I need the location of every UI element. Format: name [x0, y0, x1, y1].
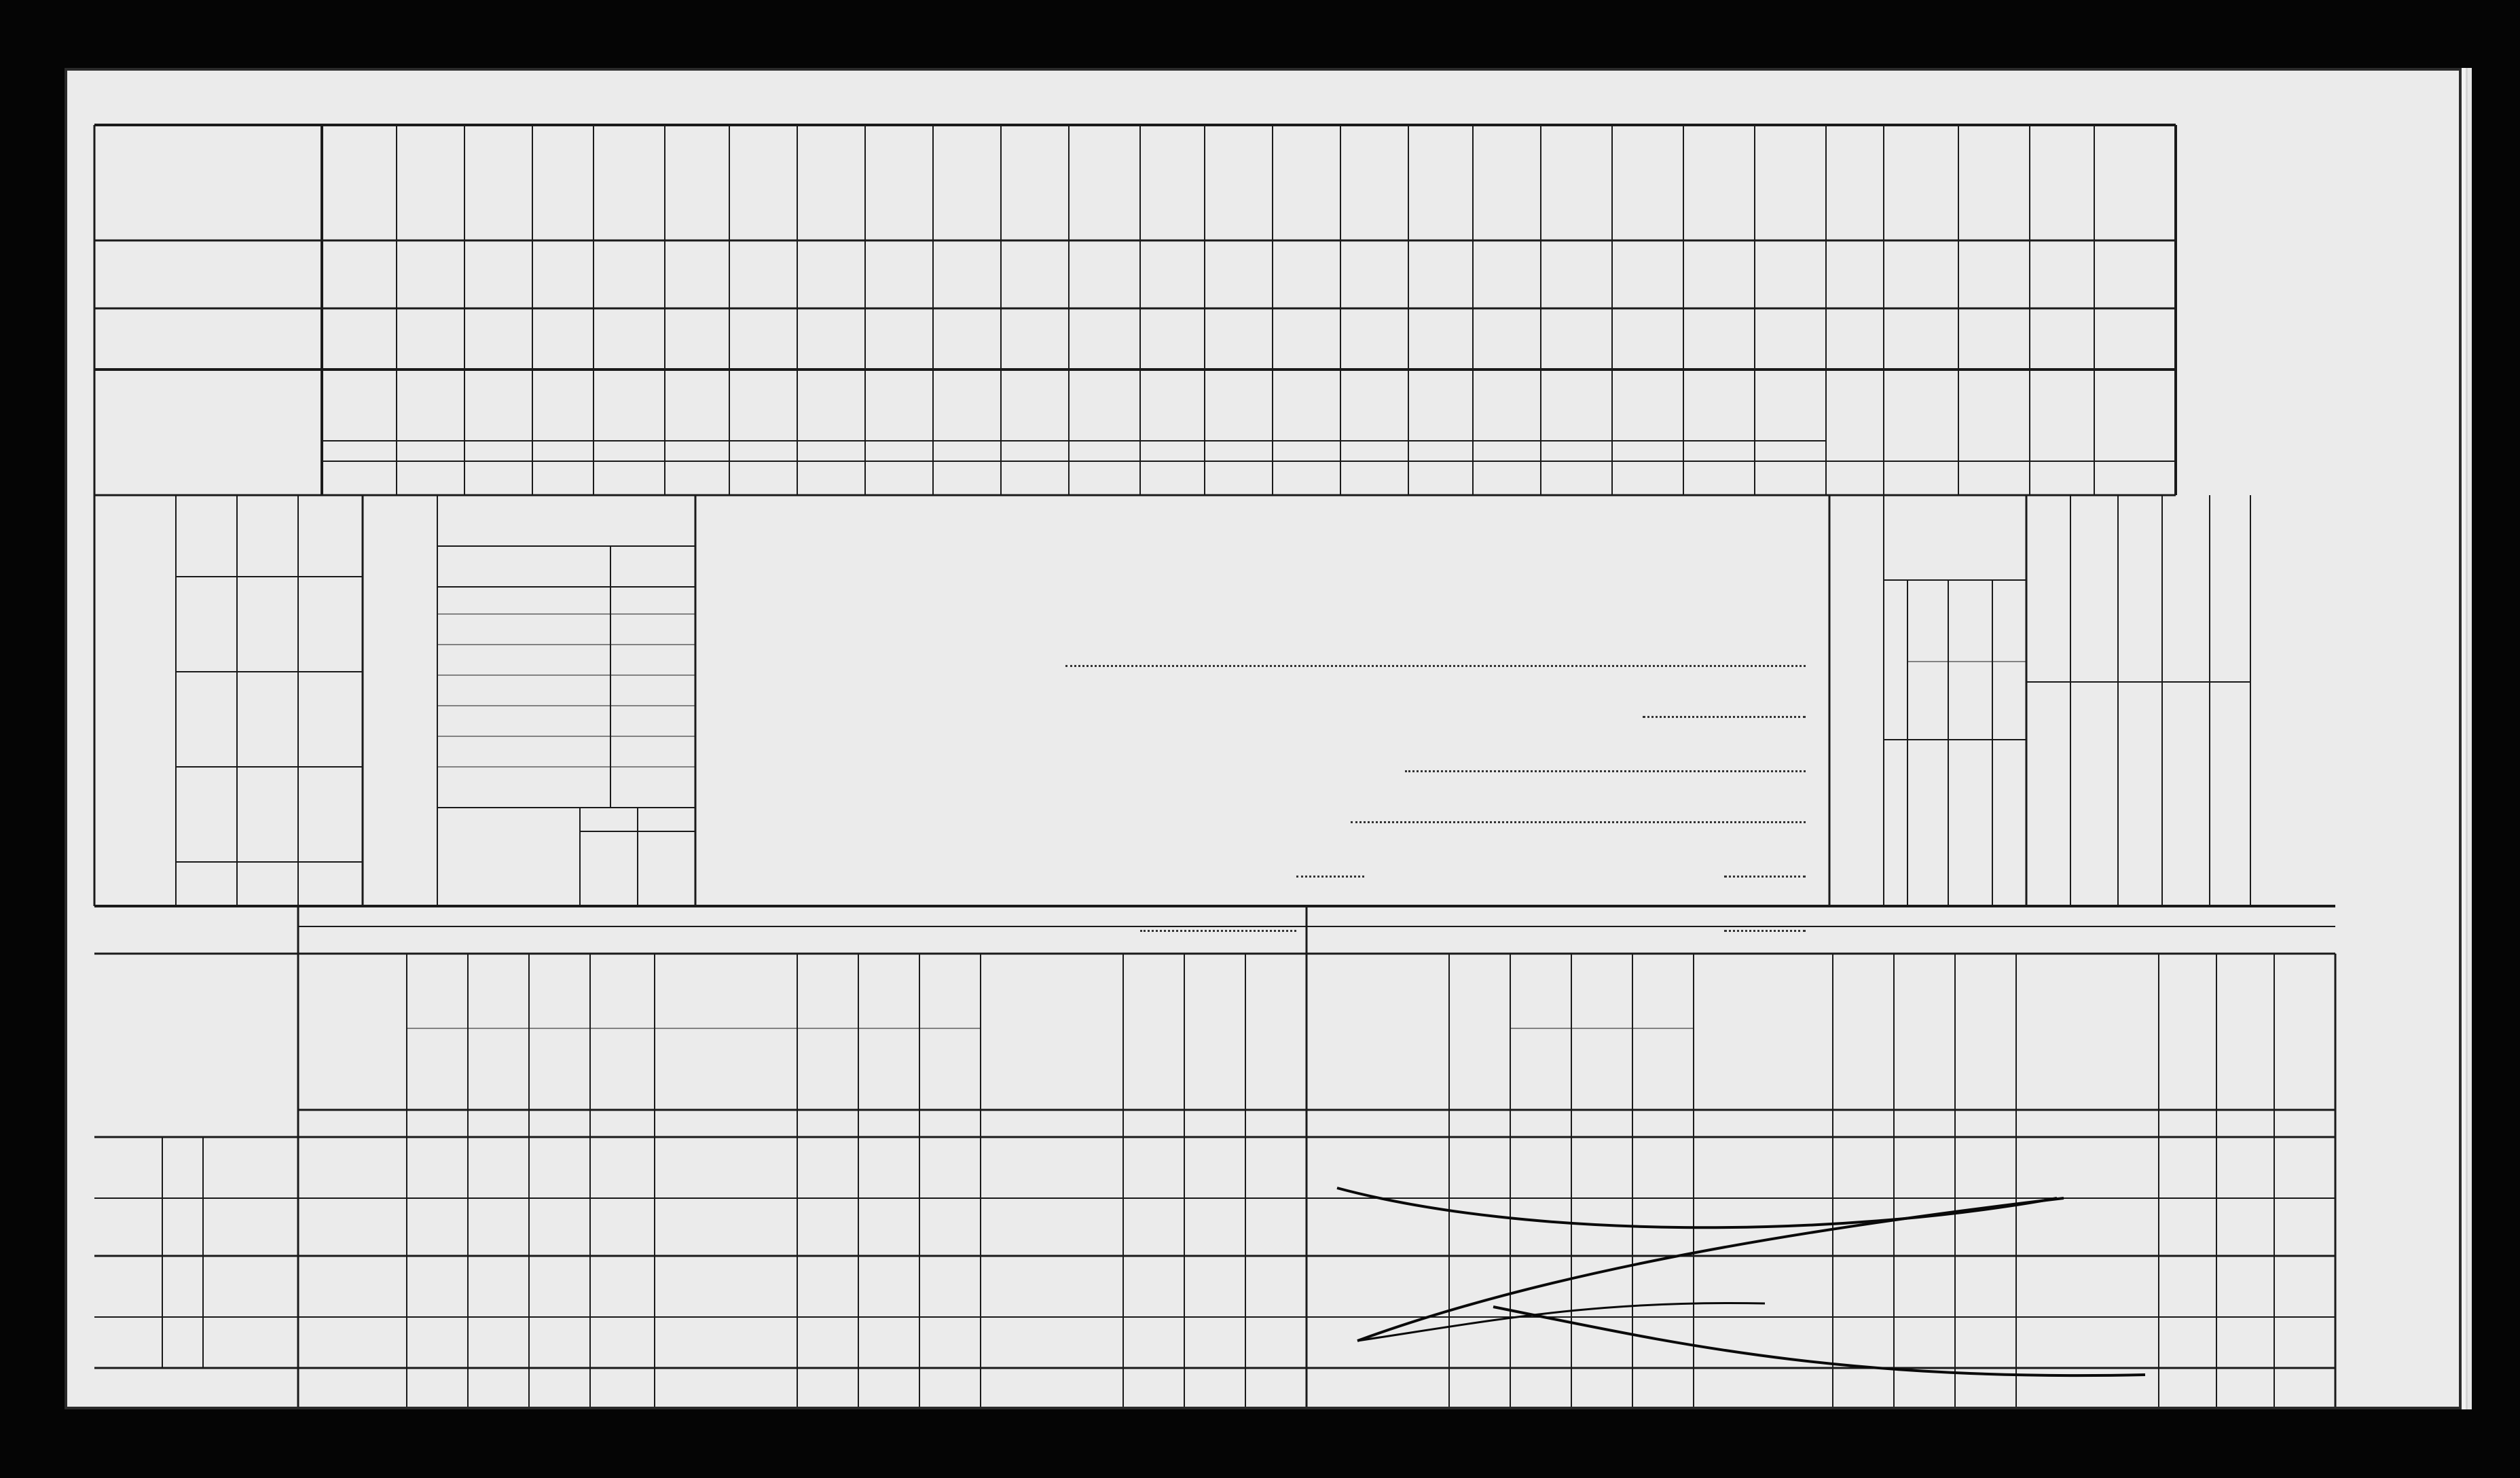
lease-column-header	[936, 1035, 966, 1103]
lease-column-header	[1201, 1035, 1231, 1103]
lease-column-header	[609, 1035, 639, 1103]
handwritten-stroke	[1357, 1198, 2064, 1341]
itogo-obоего-label	[1894, 505, 1914, 577]
lease-column-header	[1140, 1035, 1170, 1103]
lease-column-header	[424, 1035, 454, 1103]
fill-in-line	[1724, 876, 1806, 878]
handwritten-stroke	[1337, 1188, 2057, 1227]
lease-column-header	[1911, 1035, 1941, 1103]
lease-column-header	[2291, 1035, 2321, 1103]
population-col-label	[1914, 587, 1948, 658]
lease-column-header	[1972, 1035, 2002, 1103]
lease-column-header	[1588, 1035, 1618, 1103]
lease-column-header	[1262, 1035, 1292, 1103]
lease-column-header	[875, 1035, 905, 1103]
lease-column-header	[546, 1035, 576, 1103]
fill-in-line	[1351, 821, 1806, 823]
fill-in-line	[1140, 930, 1296, 932]
population-col-label	[1914, 665, 1948, 736]
land-group-label	[169, 1263, 199, 1365]
fill-in-line	[1065, 665, 1806, 667]
fill-in-line	[1643, 716, 1806, 718]
lease-column-header	[1649, 1035, 1679, 1103]
nalichnoe-label	[1833, 546, 1880, 899]
land-group-label	[169, 1144, 199, 1252]
fill-in-line	[1296, 876, 1364, 878]
census-card	[65, 68, 2462, 1409]
lease-column-header	[1527, 1035, 1557, 1103]
fill-in-line	[1724, 930, 1806, 932]
lease-column-header	[485, 1035, 515, 1103]
population-col-label	[1914, 743, 1948, 814]
lease-column-header	[814, 1035, 844, 1103]
lease-column-header	[2174, 1035, 2204, 1103]
fill-in-line	[1405, 770, 1806, 772]
lease-column-header	[1466, 1035, 1496, 1103]
lease-column-header	[2232, 1035, 2262, 1103]
population-col-label	[1914, 831, 1948, 903]
naemnye-label	[369, 505, 431, 899]
lease-column-header	[1850, 1035, 1880, 1103]
